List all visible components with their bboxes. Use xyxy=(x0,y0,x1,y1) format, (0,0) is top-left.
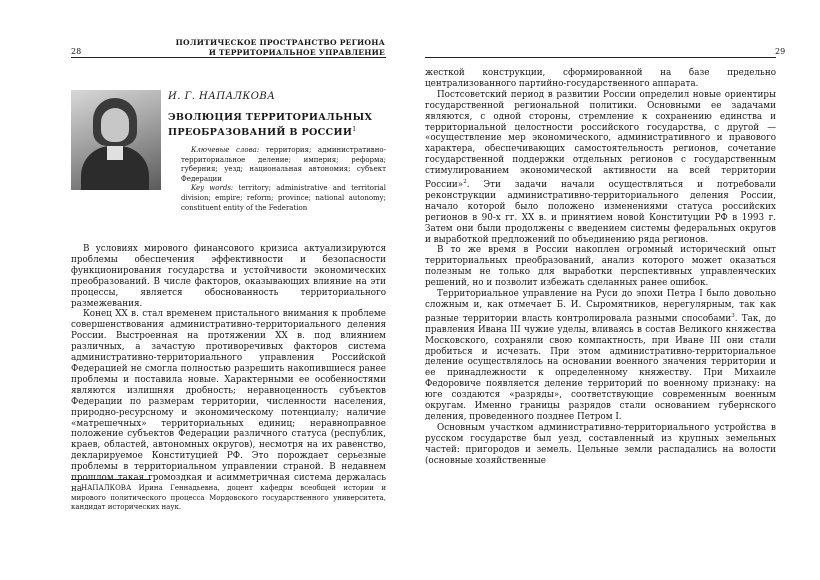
keywords-en-text: territory; administrative and territorial division; empire; reform; province; national autonomy; constituent entity of the Federation xyxy=(181,184,386,212)
keywords-en-label: Key words: xyxy=(191,184,234,193)
paragraph: В условиях мирового финансового кризиса актуализируются проблемы обеспечения эффективности и безопасности функционирования государства и устойчивости экономических преобразований. В числе факторов, оказывающих влияние на эти процессы, является обоснованность территориального размежевания. xyxy=(71,244,386,309)
footnote-mark: 2 xyxy=(463,179,467,186)
keywords-ru xyxy=(181,146,386,184)
right-page xyxy=(410,0,820,580)
footnote-text: НАПАЛКОВА Ирина Геннадьевна, доцент кафедры всеобщей истории и мирового политического процесса Мордовского государственного университета, кандидат исторических наук. xyxy=(71,484,386,512)
paragraph-tail: . Эти задачи начали осуществляться и потребовали реконструкции административно-территориального деления России, начало которой было положено изменениями статуса российских регионов в 90-х гг. XX в. и принятием новой Конституции РФ в 1993 г. Затем они были продолжены с введением системы федеральных округов и выработкой предложений по объединению ряда регионов. xyxy=(425,179,776,245)
paragraph-text: Основным участком административно-территориального устройства в русском государстве был уезд, составленный из крупных земельных частей: пригородов и земель. Цельные земли распадались на волости (основные хозяйственные xyxy=(425,422,776,466)
author-name: И. Г. НАПАЛКОВА xyxy=(168,91,276,102)
article-title xyxy=(168,112,388,139)
keywords-en xyxy=(181,184,386,213)
right-body-text xyxy=(425,68,776,466)
paragraph-text: В то же время в России накоплен огромный исторический опыт территориальных преобразований, анализ которого может оказаться полезным не только для выработки перспективных управленческих решений, но и позволит избежать сделанных ранее ошибок. xyxy=(425,245,776,289)
running-head-line-1: ПОЛИТИЧЕСКОЕ ПРОСТРАНСТВО РЕГИОНА xyxy=(175,38,385,47)
left-body-text xyxy=(71,244,386,495)
author-photo xyxy=(71,90,161,190)
running-head xyxy=(175,38,385,58)
header-rule xyxy=(71,57,386,58)
paragraph xyxy=(425,245,776,289)
paragraph xyxy=(425,289,776,423)
page-number: 28 xyxy=(71,47,82,56)
keywords-ru-text: территория; административно-территориальное деление; империя; реформа; губерния; уезд; национальная автономия; субъект Федерации xyxy=(181,146,386,183)
author-footnote xyxy=(71,484,386,513)
keywords-ru-label: Ключевые слова: xyxy=(191,146,260,154)
footnote-rule xyxy=(71,479,151,480)
header-rule xyxy=(425,57,776,58)
page-number: 29 xyxy=(775,47,786,56)
paragraph xyxy=(425,423,776,467)
title-footnote-mark: 1 xyxy=(352,126,357,133)
paragraph-tail: . Так, до правления Ивана III чужие уделы, вливаясь в состав Великого княжества Московского, сохраняли свою компактность, при Иване III они стали дробиться и исчезать. При этом административно-территориальное деление осуществлялось на основании военного значения территории и ее принадлежности к определенному княжеству. При Михаиле Федоровиче появляется деление территорий по военному признаку: на юге создаются «разряды», соответствующие современным военным округам. Именно границы разрядов стали основанием губернского деления, проведенного позднее Петром I. xyxy=(425,313,776,422)
paragraph-text: Постсоветский период в развитии России определил новые ориентиры государственной региональной политики. Основными ее задачами являются, с одной стороны, стремление к сохранению единства и территориальной целостности российского государства, с другой — «осуществление мер экономического, административного и правового характера, обеспечивающих самостоятельность регионов, сочетание государственной поддержки отдельных регионов с государственным стимулированием экономической активности на всей территории России» xyxy=(425,89,776,190)
running-head-line-2: И ТЕРРИТОРИАЛЬНОЕ УПРАВЛЕНИЕ xyxy=(208,48,385,57)
paragraph: Конец XX в. стал временем пристального внимания к проблеме совершенствования административно-территориального деления России. Выстроенная на протяжении XX в. под влиянием различных, а зачастую противоречивых факторов система административно-территориального управления Российской Федерацией не смогла полностью разрешить накопившиеся ранее проблемы и поставила новые. Характерными ее особенностями являются излишняя дробность; неравноценность субъектов Федерации по размерам территории, численности населения, природно-ресурсному и экономическому потенциалу; наличие «матрешечных» территориальных единиц; неравноправное положение субъектов Федерации различного статуса (республик, краев, областей, автономных округов), несмотря на их равенство, декларируемое Конституцией РФ. Это порождает серьезные проблемы в территориальном управлении страной. В недавнем прошлом такая громоздкая и асимметричная система держалась на xyxy=(71,309,386,494)
article-title-text: ЭВОЛЮЦИЯ ТЕРРИТОРИАЛЬНЫХ ПРЕОБРАЗОВАНИЙ В РОССИИ xyxy=(168,112,373,139)
keywords-block xyxy=(181,146,386,213)
paragraph xyxy=(425,90,776,246)
paragraph-text: жесткой конструкции, сформированной на базе предельно централизованного партийно-государственного аппарата. xyxy=(425,68,776,89)
paragraph xyxy=(425,68,776,90)
paragraph-text: Территориальное управление на Руси до эпохи Петра I было довольно сложным и, как отмечает Б. И. Сыромятников, нерегулярным, так как разные территории власть контролировала разными способами xyxy=(425,289,776,324)
footnote-mark: 3 xyxy=(731,312,735,319)
